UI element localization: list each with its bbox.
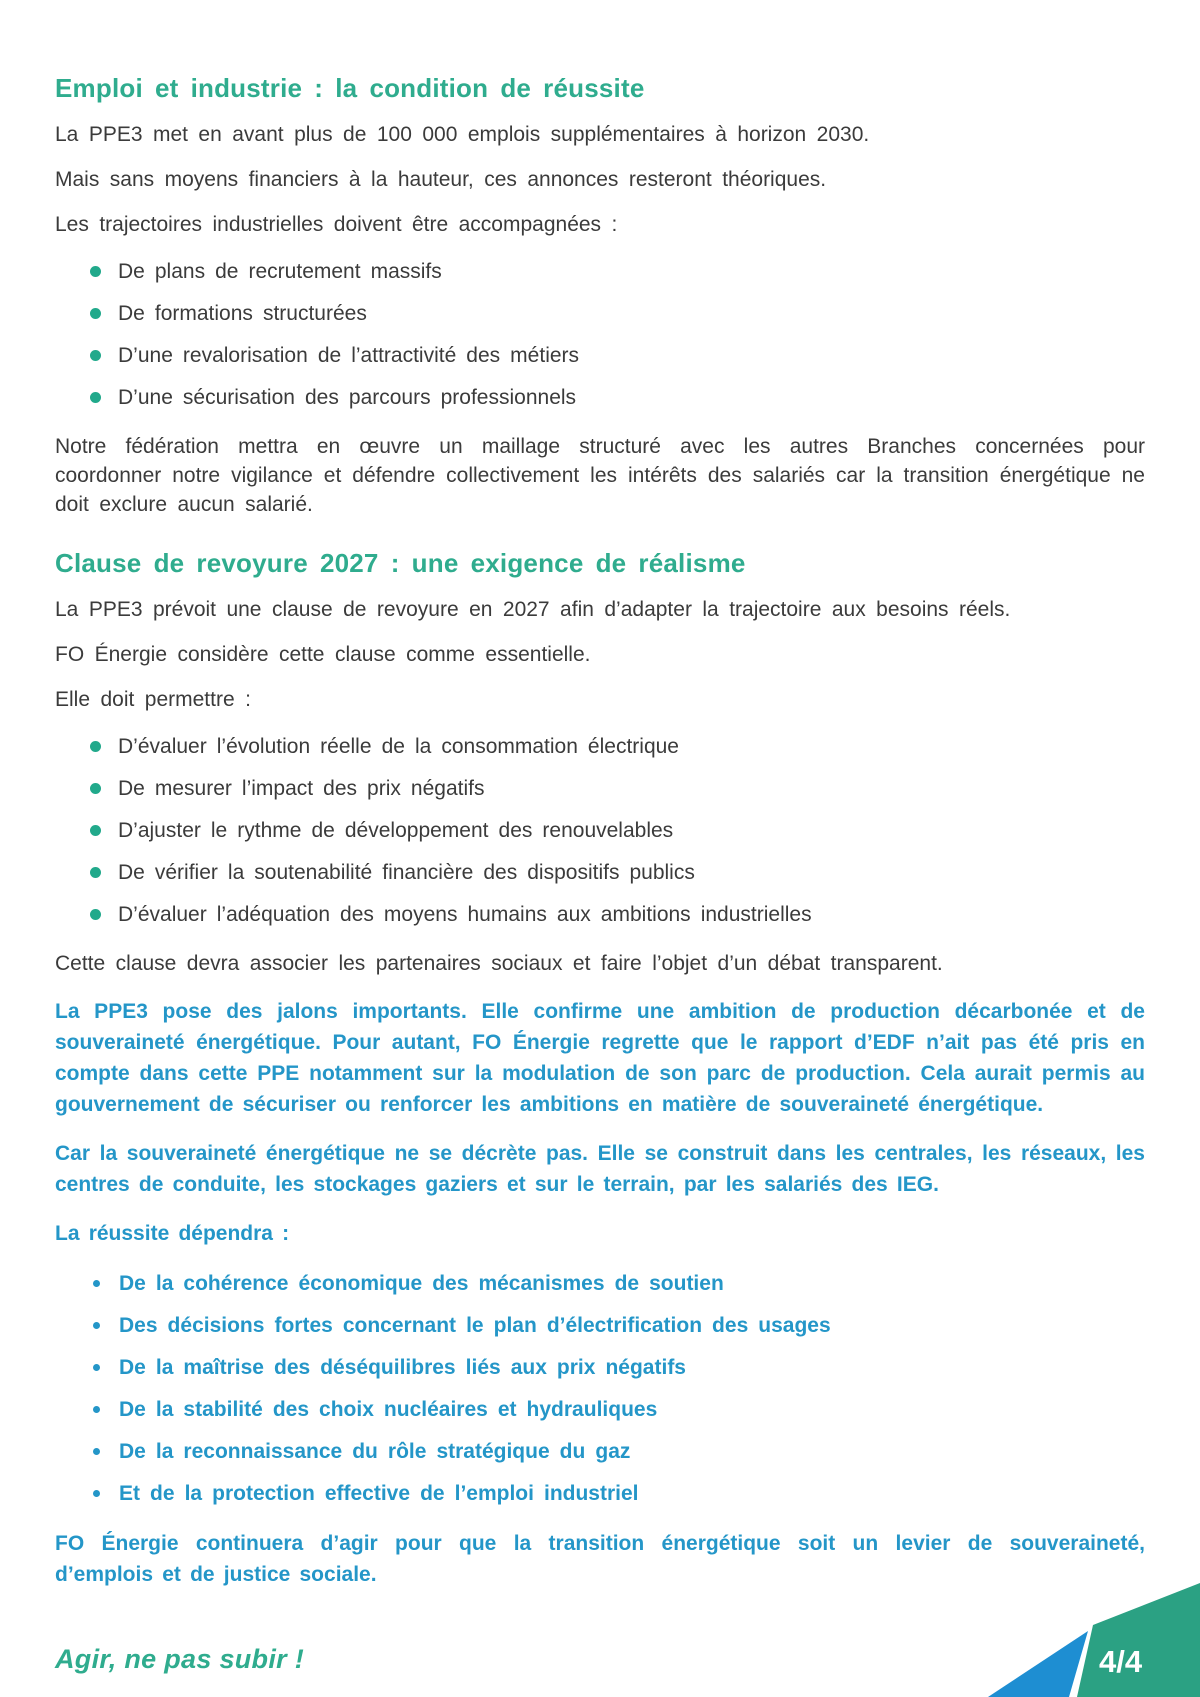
bullet-list-clause: [55, 730, 1145, 931]
paragraph: Les trajectoires industrielles doivent être accompagnées :: [55, 213, 618, 236]
list-item-text: De la reconnaissance du rôle stratégique du gaz: [119, 1440, 631, 1463]
paragraph: La PPE3 met en avant plus de 100 000 emplois supplémentaires à horizon 2030.: [55, 123, 870, 146]
conclusion-paragraph: La réussite dépendra :: [55, 1222, 290, 1245]
bullet-dot-icon: [93, 1406, 100, 1413]
page-number-badge: 4/4: [1099, 1644, 1143, 1679]
list-item: [55, 1309, 1145, 1342]
list-item: [55, 381, 1145, 414]
corner-blue-triangle-icon: [988, 1631, 1088, 1697]
bullet-dot-icon: [90, 266, 101, 277]
list-item: [55, 814, 1145, 847]
list-item: [55, 772, 1145, 805]
conclusion-paragraph: FO Énergie continuera d’agir pour que la transition énergétique soit un levier de souveraineté, d’emplois et de justice sociale.: [55, 1532, 1145, 1586]
list-item-text: De formations structurées: [118, 302, 367, 325]
list-item-text: D’une sécurisation des parcours professionnels: [118, 386, 577, 409]
bullet-dot-icon: [90, 909, 101, 920]
list-item-text: D’ajuster le rythme de développement des renouvelables: [118, 819, 674, 842]
list-item: [55, 255, 1145, 288]
paragraph: La PPE3 prévoit une clause de revoyure en 2027 afin d’adapter la trajectoire aux besoins réels.: [55, 598, 1011, 621]
corner-green-polygon-icon: [1077, 1583, 1200, 1697]
list-item: [55, 297, 1145, 330]
bullet-dot-icon: [90, 392, 101, 403]
list-item-text: De mesurer l’impact des prix négatifs: [118, 777, 485, 800]
bullet-list-emploi: [55, 255, 1145, 414]
bullet-dot-icon: [90, 741, 101, 752]
bullet-list-conclusion: [55, 1267, 1145, 1510]
section-heading-emploi: Emploi et industrie : la condition de réussite: [55, 73, 645, 103]
list-item-text: De la maîtrise des déséquilibres liés aux prix négatifs: [119, 1356, 686, 1379]
footer-slogan: Agir, ne pas subir !: [55, 1644, 305, 1674]
paragraph: Elle doit permettre :: [55, 688, 251, 711]
list-item-text: De la cohérence économique des mécanismes de soutien: [119, 1272, 724, 1295]
paragraph: Notre fédération mettra en œuvre un maillage structuré avec les autres Branches concernées pour coordonner notre vigilance et défendre collectivement les intérêts des salariés car la transition énergétique ne doit exclure aucun salarié.: [55, 435, 1145, 516]
bullet-dot-icon: [93, 1364, 100, 1371]
paragraph: Mais sans moyens financiers à la hauteur, ces annonces resteront théoriques.: [55, 168, 827, 191]
list-item: [55, 856, 1145, 889]
paragraph: FO Énergie considère cette clause comme essentielle.: [55, 643, 591, 666]
list-item-text: De la stabilité des choix nucléaires et hydrauliques: [119, 1398, 658, 1421]
bullet-dot-icon: [93, 1280, 100, 1287]
list-item: [55, 898, 1145, 931]
list-item-text: De vérifier la soutenabilité financière des dispositifs publics: [118, 861, 695, 884]
list-item-text: De plans de recrutement massifs: [118, 260, 442, 283]
page-corner-graphic: [968, 1575, 1200, 1697]
bullet-dot-icon: [93, 1448, 100, 1455]
list-item-text: D’évaluer l’évolution réelle de la consommation électrique: [118, 735, 679, 758]
list-item: [55, 1267, 1145, 1300]
conclusion-paragraph: La PPE3 pose des jalons importants. Elle confirme une ambition de production décarbonée et de souveraineté énergétique. Pour autant, FO Énergie regrette que le rapport d’EDF n’ait pas été pris en compte dans cette PPE notamment sur la modulation de son parc de production. Cela aurait permis au gouvernement de sécuriser ou renforcer les ambitions en matière de souveraineté énergétique.: [55, 1000, 1145, 1116]
list-item: [55, 1435, 1145, 1468]
bullet-dot-icon: [90, 350, 101, 361]
list-item-text: Des décisions fortes concernant le plan d’électrification des usages: [119, 1314, 831, 1337]
bullet-dot-icon: [90, 825, 101, 836]
list-item: [55, 339, 1145, 372]
list-item: [55, 1393, 1145, 1426]
conclusion-paragraph: Car la souveraineté énergétique ne se décrète pas. Elle se construit dans les centrales, les réseaux, les centres de conduite, les stockages gaziers et sur le terrain, par les salariés des IEG.: [55, 1142, 1145, 1196]
bullet-dot-icon: [93, 1490, 100, 1497]
bullet-dot-icon: [90, 783, 101, 794]
list-item: [55, 1351, 1145, 1384]
list-item: [55, 730, 1145, 763]
paragraph: Cette clause devra associer les partenaires sociaux et faire l’objet d’un débat transparent.: [55, 952, 943, 975]
list-item: [55, 1477, 1145, 1510]
bullet-dot-icon: [90, 308, 101, 319]
list-item-text: D’une revalorisation de l’attractivité des métiers: [118, 344, 580, 367]
bullet-dot-icon: [90, 867, 101, 878]
bullet-dot-icon: [93, 1322, 100, 1329]
list-item-text: Et de la protection effective de l’emploi industriel: [119, 1482, 639, 1505]
list-item-text: D’évaluer l’adéquation des moyens humains aux ambitions industrielles: [118, 903, 812, 926]
section-heading-clause: Clause de revoyure 2027 : une exigence de réalisme: [55, 548, 746, 578]
